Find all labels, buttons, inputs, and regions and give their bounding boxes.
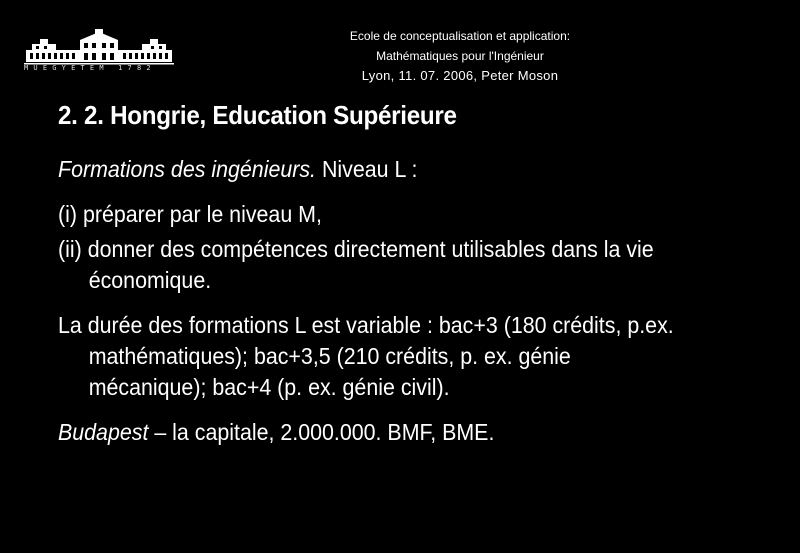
header-line-3: Lyon, 11. 07. 2006, Peter Moson [361,68,559,83]
slide-body [58,154,709,448]
city-rest: – la capitale, 2.000.000. BMF, BME. [148,419,495,445]
header-line-1: Ecole de conceptualisation et application: [349,29,571,43]
list-item-1: (i) préparer par le niveau M, [58,201,322,227]
intro-italic: Formations des ingénieurs. [58,156,317,182]
duration-line-3: mécanique); bac+4 (p. ex. génie civil). [88,374,450,400]
city-paragraph [58,417,709,448]
header-line-2: Mathématiques pour l'Ingénieur [376,49,544,63]
intro-paragraph [58,154,709,185]
duration-line-2: mathématiques); bac+3,5 (210 crédits, p. ex. génie [88,343,571,369]
slide-title: 2. 2. Hongrie, Education Supérieure [58,100,457,130]
intro-rest: Niveau L : [316,156,418,182]
duration-line-1: La durée des formations L est variable : bac+3 (180 crédits, p.ex. [58,312,674,338]
slide-header [300,26,620,86]
list-item-2-line-1: (ii) donner des compétences directement utilisables dans la vie [58,236,654,262]
logo-caption: MŰEGYETEM 1782 [24,64,156,72]
list-item-2-line-2: économique. [88,267,212,293]
city-italic: Budapest [58,419,149,445]
